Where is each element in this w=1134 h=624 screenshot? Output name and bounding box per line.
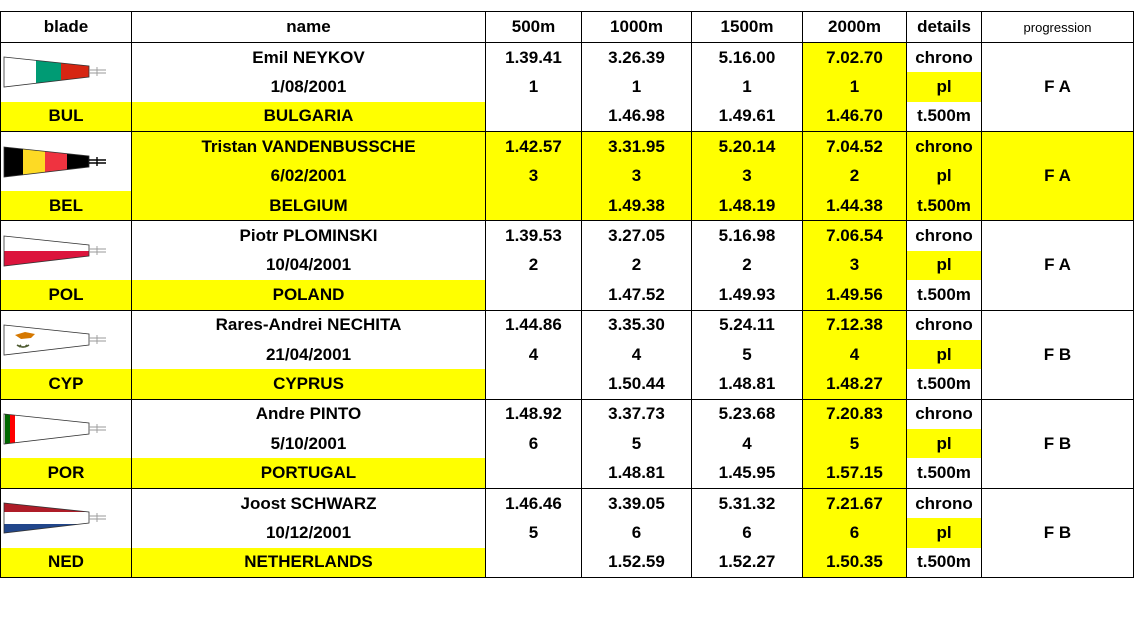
place-500m: 6 <box>486 429 582 458</box>
blade-cell <box>1 132 132 191</box>
athlete-dob: 6/02/2001 <box>132 162 486 191</box>
progression-cell: F B <box>982 310 1134 399</box>
time-2000m: 7.02.70 <box>803 43 907 73</box>
split-label: t.500m <box>907 369 982 399</box>
time-1000m: 3.31.95 <box>582 132 692 162</box>
results-table <box>0 11 1134 578</box>
header-blade: blade <box>1 12 132 43</box>
split-1000m: 1.49.38 <box>582 191 692 221</box>
time-1500m: 5.20.14 <box>692 132 803 162</box>
split-1000m: 1.52.59 <box>582 548 692 578</box>
split-label: t.500m <box>907 458 982 488</box>
country-code: NED <box>1 548 132 578</box>
time-1000m: 3.37.73 <box>582 399 692 429</box>
split-2000m: 1.46.70 <box>803 102 907 132</box>
athlete-dob: 21/04/2001 <box>132 340 486 369</box>
country-code: POR <box>1 458 132 488</box>
split-500m <box>486 280 582 310</box>
place-500m: 4 <box>486 340 582 369</box>
time-500m: 1.48.92 <box>486 399 582 429</box>
place-500m: 3 <box>486 162 582 191</box>
athlete-name: Andre PINTO <box>132 399 486 429</box>
country-code: CYP <box>1 369 132 399</box>
header-progression: progression <box>982 12 1134 43</box>
netherlands-blade-icon <box>1 499 109 537</box>
split-500m <box>486 458 582 488</box>
place-1500m: 1 <box>692 72 803 101</box>
progression-cell: F B <box>982 399 1134 488</box>
chrono-label: chrono <box>907 399 982 429</box>
time-2000m: 7.21.67 <box>803 488 907 518</box>
header-1000m: 1000m <box>582 12 692 43</box>
split-1500m: 1.48.81 <box>692 369 803 399</box>
country-code: BUL <box>1 102 132 132</box>
athlete-name: Tristan VANDENBUSSCHE <box>132 132 486 162</box>
time-1500m: 5.16.00 <box>692 43 803 73</box>
split-label: t.500m <box>907 280 982 310</box>
split-1000m: 1.47.52 <box>582 280 692 310</box>
country-name: NETHERLANDS <box>132 548 486 578</box>
time-2000m: 7.06.54 <box>803 221 907 251</box>
cyprus-blade-icon <box>1 321 109 359</box>
place-1000m: 1 <box>582 72 692 101</box>
header-2000m: 2000m <box>803 12 907 43</box>
place-1500m: 4 <box>692 429 803 458</box>
split-1500m: 1.45.95 <box>692 458 803 488</box>
table-row <box>1 458 1134 488</box>
place-2000m: 5 <box>803 429 907 458</box>
split-500m <box>486 191 582 221</box>
athlete-name: Piotr PLOMINSKI <box>132 221 486 251</box>
split-1500m: 1.52.27 <box>692 548 803 578</box>
chrono-label: chrono <box>907 43 982 73</box>
athlete-dob: 5/10/2001 <box>132 429 486 458</box>
split-500m <box>486 102 582 132</box>
progression-cell: F B <box>982 488 1134 577</box>
place-1500m: 3 <box>692 162 803 191</box>
table-row <box>1 191 1134 221</box>
table-row <box>1 518 1134 547</box>
table-row <box>1 43 1134 73</box>
chrono-label: chrono <box>907 221 982 251</box>
progression-cell: F A <box>982 132 1134 221</box>
athlete-name: Joost SCHWARZ <box>132 488 486 518</box>
place-label: pl <box>907 518 982 547</box>
chrono-label: chrono <box>907 310 982 340</box>
place-label: pl <box>907 162 982 191</box>
table-row <box>1 162 1134 191</box>
split-1500m: 1.49.93 <box>692 280 803 310</box>
time-1500m: 5.31.32 <box>692 488 803 518</box>
split-1000m: 1.46.98 <box>582 102 692 132</box>
progression-cell: F A <box>982 221 1134 310</box>
split-2000m: 1.48.27 <box>803 369 907 399</box>
poland-blade-icon <box>1 232 109 270</box>
place-1000m: 2 <box>582 251 692 280</box>
place-1000m: 4 <box>582 340 692 369</box>
place-1500m: 6 <box>692 518 803 547</box>
split-500m <box>486 548 582 578</box>
split-500m <box>486 369 582 399</box>
athlete-dob: 10/12/2001 <box>132 518 486 547</box>
split-label: t.500m <box>907 102 982 132</box>
place-1000m: 6 <box>582 518 692 547</box>
country-name: CYPRUS <box>132 369 486 399</box>
split-2000m: 1.49.56 <box>803 280 907 310</box>
athlete-name: Emil NEYKOV <box>132 43 486 73</box>
table-row <box>1 221 1134 251</box>
place-label: pl <box>907 251 982 280</box>
table-row <box>1 369 1134 399</box>
place-1000m: 5 <box>582 429 692 458</box>
blade-cell <box>1 488 132 547</box>
table-row <box>1 548 1134 578</box>
place-2000m: 1 <box>803 72 907 101</box>
place-500m: 2 <box>486 251 582 280</box>
blade-cell <box>1 221 132 280</box>
table-row <box>1 251 1134 280</box>
place-2000m: 6 <box>803 518 907 547</box>
place-2000m: 2 <box>803 162 907 191</box>
place-1500m: 5 <box>692 340 803 369</box>
blade-cell <box>1 399 132 458</box>
place-label: pl <box>907 429 982 458</box>
time-1000m: 3.27.05 <box>582 221 692 251</box>
athlete-dob: 1/08/2001 <box>132 72 486 101</box>
split-label: t.500m <box>907 548 982 578</box>
table-row <box>1 132 1134 162</box>
split-1500m: 1.48.19 <box>692 191 803 221</box>
time-1000m: 3.35.30 <box>582 310 692 340</box>
time-2000m: 7.12.38 <box>803 310 907 340</box>
time-1500m: 5.16.98 <box>692 221 803 251</box>
athlete-dob: 10/04/2001 <box>132 251 486 280</box>
time-500m: 1.44.86 <box>486 310 582 340</box>
chrono-label: chrono <box>907 132 982 162</box>
header-name: name <box>132 12 486 43</box>
place-label: pl <box>907 72 982 101</box>
header-1500m: 1500m <box>692 12 803 43</box>
table-row <box>1 72 1134 101</box>
place-2000m: 3 <box>803 251 907 280</box>
time-500m: 1.39.53 <box>486 221 582 251</box>
header-details: details <box>907 12 982 43</box>
split-label: t.500m <box>907 191 982 221</box>
table-row <box>1 429 1134 458</box>
split-2000m: 1.57.15 <box>803 458 907 488</box>
table-row <box>1 280 1134 310</box>
table-row <box>1 488 1134 518</box>
blade-cell <box>1 310 132 369</box>
time-500m: 1.39.41 <box>486 43 582 73</box>
split-1000m: 1.50.44 <box>582 369 692 399</box>
place-label: pl <box>907 340 982 369</box>
chrono-label: chrono <box>907 488 982 518</box>
blade-cell <box>1 43 132 102</box>
place-2000m: 4 <box>803 340 907 369</box>
country-name: POLAND <box>132 280 486 310</box>
time-2000m: 7.04.52 <box>803 132 907 162</box>
country-name: PORTUGAL <box>132 458 486 488</box>
time-1000m: 3.26.39 <box>582 43 692 73</box>
split-2000m: 1.50.35 <box>803 548 907 578</box>
place-500m: 5 <box>486 518 582 547</box>
country-code: BEL <box>1 191 132 221</box>
time-500m: 1.46.46 <box>486 488 582 518</box>
time-1500m: 5.23.68 <box>692 399 803 429</box>
time-500m: 1.42.57 <box>486 132 582 162</box>
table-row <box>1 310 1134 340</box>
table-row <box>1 399 1134 429</box>
country-name: BULGARIA <box>132 102 486 132</box>
progression-cell: F A <box>982 43 1134 132</box>
country-code: POL <box>1 280 132 310</box>
place-1000m: 3 <box>582 162 692 191</box>
bulgaria-blade-icon <box>1 53 109 91</box>
time-2000m: 7.20.83 <box>803 399 907 429</box>
place-500m: 1 <box>486 72 582 101</box>
table-row <box>1 340 1134 369</box>
time-1500m: 5.24.11 <box>692 310 803 340</box>
belgium-blade-icon <box>1 143 109 181</box>
time-1000m: 3.39.05 <box>582 488 692 518</box>
country-name: BELGIUM <box>132 191 486 221</box>
split-1500m: 1.49.61 <box>692 102 803 132</box>
header-row <box>1 12 1134 43</box>
split-1000m: 1.48.81 <box>582 458 692 488</box>
athlete-name: Rares-Andrei NECHITA <box>132 310 486 340</box>
place-1500m: 2 <box>692 251 803 280</box>
split-2000m: 1.44.38 <box>803 191 907 221</box>
portugal-blade-icon <box>1 410 109 448</box>
table-row <box>1 102 1134 132</box>
header-500m: 500m <box>486 12 582 43</box>
